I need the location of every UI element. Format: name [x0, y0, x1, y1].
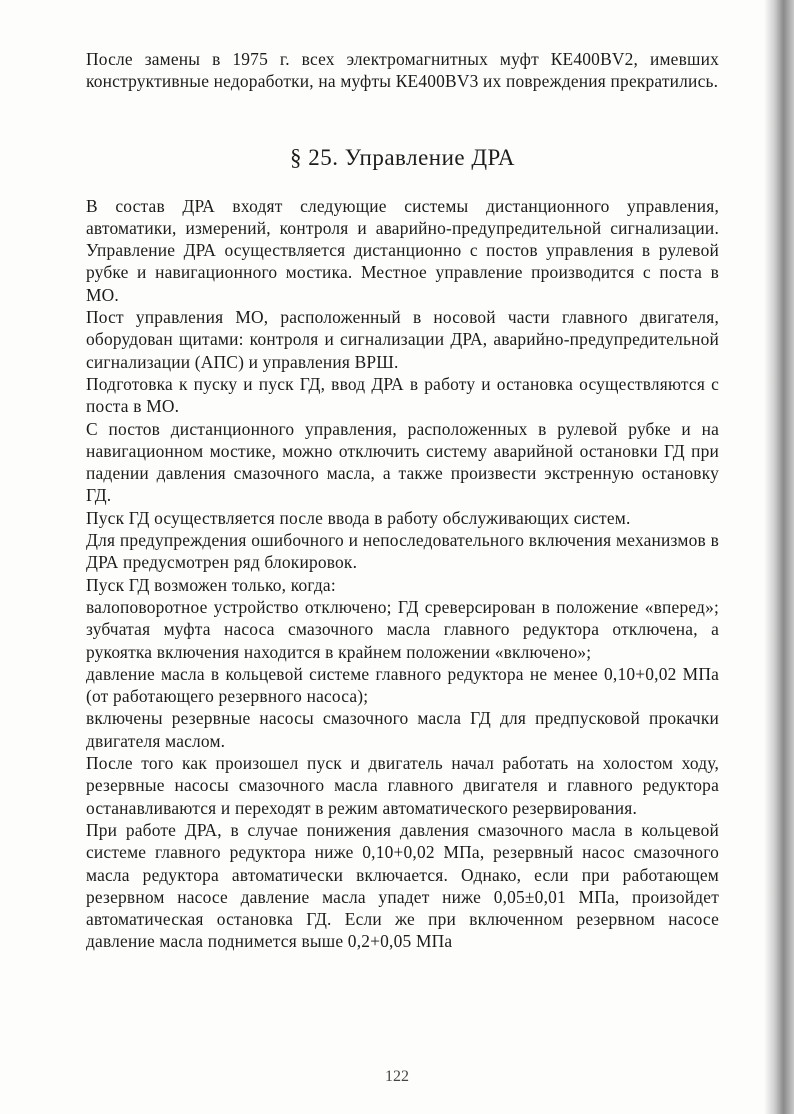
- condition-2: давление масла в кольцевой системе главного редуктора не менее 0,10+0,02 МПа (от работающего резервного насоса);: [86, 663, 719, 707]
- condition-3: включены резервные насосы смазочного масла ГД для предпусковой прокачки двигателя маслом.: [86, 708, 719, 751]
- page-content: [86, 48, 719, 953]
- section-title: § 25. Управление ДРА: [290, 144, 515, 170]
- intro-paragraph: После замены в 1975 г. всех электромагнитных муфт КЕ400BV2, имевших конструктивные недоработки, на муфты КЕ400BV3 их повреждения прекратились.: [86, 49, 719, 92]
- condition-1: валоповоротное устройство отключено; ГД среверсирован в положение «вперед»; зубчатая муфта насоса смазочного масла главного редуктора отключена, а рукоятка включения находится в крайнем положении «включено»;: [86, 596, 719, 662]
- paragraph-4: С постов дистанционного управления, расположенных в рулевой рубке и на навигационном мостике, можно отключить систему аварийной остановки ГД при падении давления смазочного масла, а также произвести экстренную остановку ГД.: [86, 418, 719, 506]
- paragraph-3: Подготовка к пуску и пуск ГД, ввод ДРА в работу и остановка осуществляются с поста в МО.: [86, 373, 719, 417]
- paragraph-1: В состав ДРА входят следующие системы дистанционного управления, автоматики, измерений, контроля и аварийно-предупредительной сигнализации. Управление ДРА осуществляется дистанционно с постов управления в рулевой рубке и навигационного мостика. Местное управление производится с поста в МО.: [86, 195, 719, 305]
- paragraph-8: После того как произошел пуск и двигатель начал работать на холостом ходу, резервные насосы смазочного масла главного двигателя и главного редуктора останавливаются и переходят в режим автоматического резервирования.: [86, 753, 719, 818]
- paragraph-9: При работе ДРА, в случае понижения давления смазочного масла в кольцевой системе главного редуктора ниже 0,10+0,02 МПа, резервный насос смазочного масла редуктора автоматически включается. Однако, если при работающем резервном насосе давление масла упадет ниже 0,05±0,01 МПа, произойдет автоматическая остановка ГД. Если же при включенном резервном насосе давление масла поднимется выше 0,2+0,05 МПа: [86, 819, 719, 952]
- paragraph-2: Пост управления МО, расположенный в носовой части главного двигателя, оборудован щитами: контроля и сигнализации ДРА, аварийно-предупредительной сигнализации (АПС) и управления ВРШ.: [86, 307, 719, 372]
- paragraph-5: Пуск ГД осуществляется после ввода в работу обслуживающих систем.: [86, 507, 631, 528]
- page-edge-shadow: [764, 0, 794, 1114]
- paragraph-6: Для предупреждения ошибочного и непоследовательного включения механизмов в ДРА предусмотрен ряд блокировок.: [86, 530, 719, 573]
- page-number: 122: [385, 1068, 409, 1085]
- paragraph-7: Пуск ГД возможен только, когда:: [86, 574, 336, 595]
